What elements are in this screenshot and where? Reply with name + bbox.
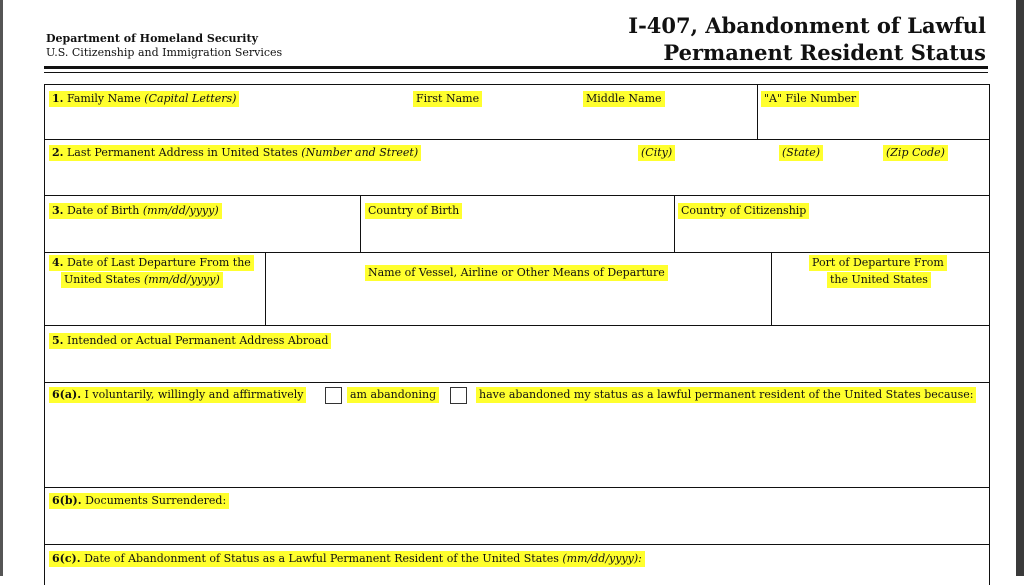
last-departure-label-line1[interactable]: 4. Date of Last Departure From the [49, 255, 254, 271]
voluntary-abandonment-label[interactable]: 6(a). I voluntarily, willingly and affirmatively [49, 387, 306, 403]
port-of-departure-label-line1[interactable]: Port of Departure From [809, 255, 947, 271]
first-name-label[interactable]: First Name [413, 91, 482, 107]
last-departure-label-line2[interactable]: United States (mm/dd/yyyy) [61, 272, 223, 288]
family-name-label[interactable]: 1. Family Name (Capital Letters) [49, 91, 239, 107]
address-abroad-label[interactable]: 5. Intended or Actual Permanent Address Abroad [49, 333, 331, 349]
cell-divider [360, 195, 361, 252]
cell-divider [771, 252, 772, 325]
header-rule-thin [44, 72, 988, 73]
row-divider [45, 325, 989, 326]
have-abandoned-checkbox[interactable] [450, 387, 467, 404]
department-name: Department of Homeland Security [46, 32, 258, 45]
form-title [628, 12, 986, 66]
documents-surrendered-label[interactable]: 6(b). Documents Surrendered: [49, 493, 229, 509]
cell-divider [674, 195, 675, 252]
row-divider [45, 544, 989, 545]
have-abandoned-label[interactable]: have abandoned my status as a lawful permanent resident of the United States because: [476, 387, 976, 403]
row-divider [45, 487, 989, 488]
middle-name-label[interactable]: Middle Name [583, 91, 665, 107]
row-divider [45, 382, 989, 383]
cell-divider [265, 252, 266, 325]
row-divider [45, 139, 989, 140]
row-divider [45, 252, 989, 253]
last-address-label[interactable]: 2. Last Permanent Address in United States (Number and Street) [49, 145, 421, 161]
abandonment-date-label[interactable]: 6(c). Date of Abandonment of Status as a Lawful Permanent Resident of the United States (mm/dd/yyyy): [49, 551, 645, 567]
window-left-edge [0, 0, 3, 576]
date-of-birth-label[interactable]: 3. Date of Birth (mm/dd/yyyy) [49, 203, 222, 219]
window-right-edge [1016, 0, 1024, 576]
am-abandoning-checkbox[interactable] [325, 387, 342, 404]
state-label[interactable]: (State) [779, 145, 823, 161]
zip-code-label[interactable]: (Zip Code) [883, 145, 948, 161]
country-of-citizenship-label[interactable]: Country of Citizenship [678, 203, 809, 219]
means-of-departure-label[interactable]: Name of Vessel, Airline or Other Means of Departure [365, 265, 668, 281]
am-abandoning-label[interactable]: am abandoning [347, 387, 439, 403]
a-file-number-label[interactable]: "A" File Number [761, 91, 859, 107]
city-label[interactable]: (City) [638, 145, 675, 161]
agency-name: U.S. Citizenship and Immigration Services [46, 46, 283, 59]
row-divider [45, 195, 989, 196]
agency-block [46, 32, 282, 60]
form-title-line2: Permanent Resident Status [663, 40, 986, 65]
header-rule-thick [44, 66, 988, 69]
cell-divider [757, 85, 758, 139]
form-grid [44, 84, 990, 585]
country-of-birth-label[interactable]: Country of Birth [365, 203, 462, 219]
port-of-departure-label-line2[interactable]: the United States [827, 272, 931, 288]
form-title-line1: I-407, Abandonment of Lawful [628, 13, 986, 38]
